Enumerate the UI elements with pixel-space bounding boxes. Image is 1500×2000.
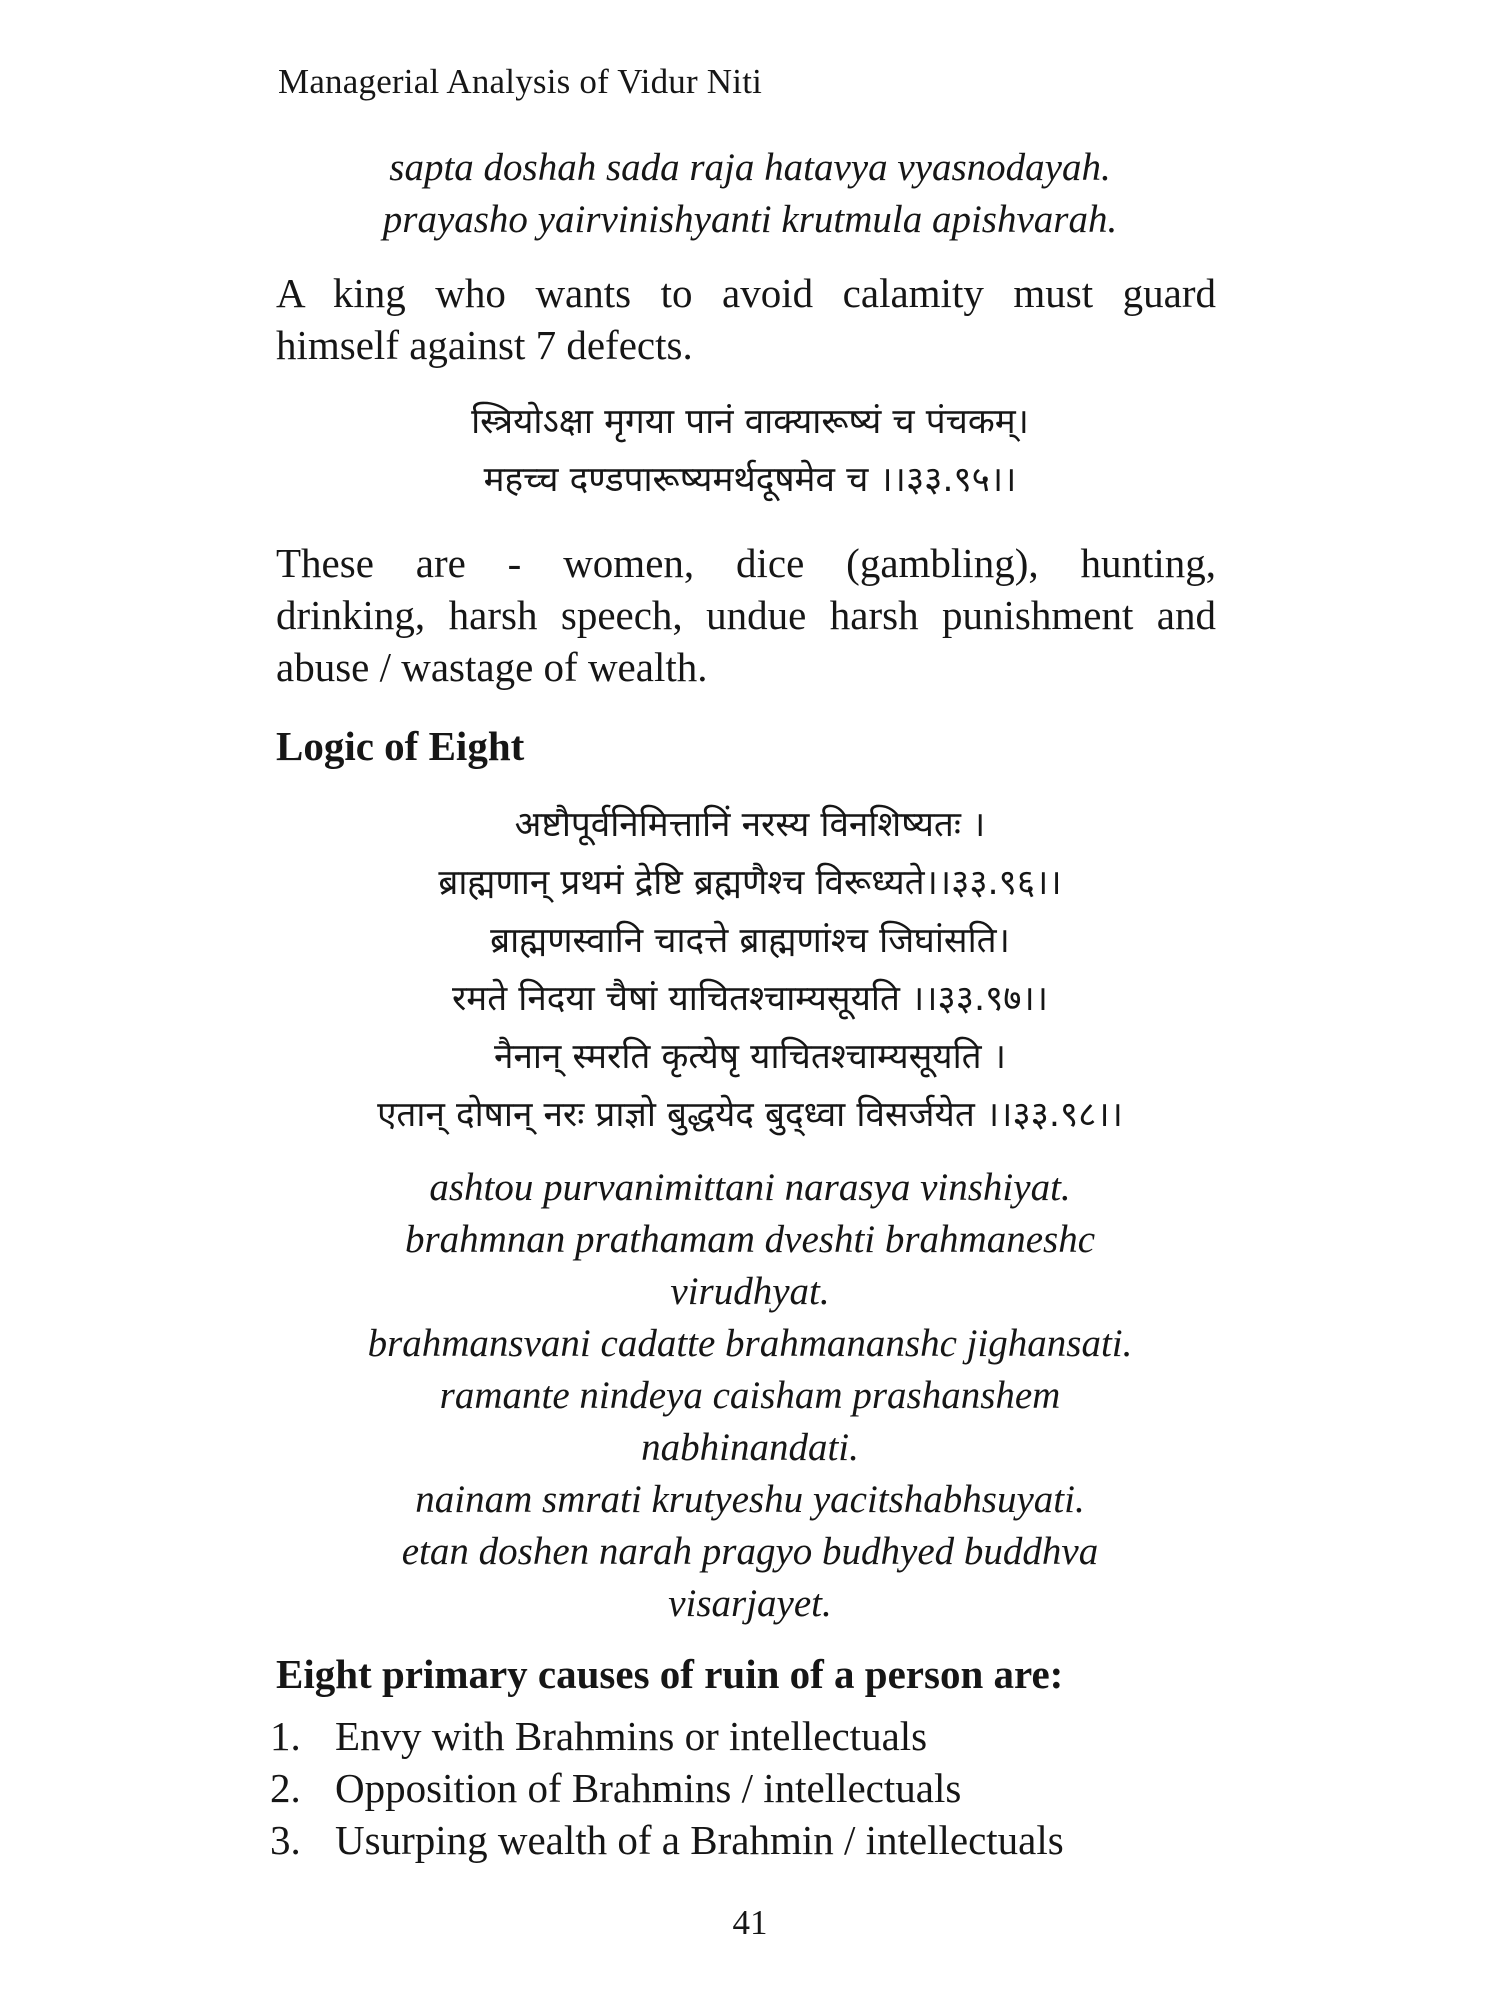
verse-line: ashtou purvanimittani narasya vinshiyat. [429, 1166, 1071, 1209]
verse-line: nainam smrati krutyeshu yacitshabhsuyati. [415, 1478, 1085, 1521]
verse-line: brahmansvani cadatte brahmananshc jighansati. [367, 1322, 1133, 1365]
paragraph-line: abuse / wastage of wealth. [276, 644, 708, 690]
paragraph-line: These are - women, dice (gambling), hunting, [276, 540, 1216, 586]
verse-line: virudhyat. [670, 1270, 830, 1313]
paragraph-line: A king who wants to avoid calamity must guard [276, 270, 1216, 316]
list-text: Usurping wealth of a Brahmin / intellectuals [335, 1817, 1064, 1863]
list-text: Opposition of Brahmins / intellectuals [335, 1765, 962, 1811]
paragraph-seven-defects [276, 267, 1216, 371]
causes-list [270, 1710, 1230, 1866]
list-item [270, 1710, 1230, 1762]
sanskrit-line: महच्च दण्डपारूष्यमर्थदूषमेव च ।।३३.९५।। [483, 460, 1017, 500]
verse-3-sanskrit [270, 796, 1230, 1144]
verse-3-transliteration [270, 1162, 1230, 1630]
sanskrit-line: रमते निदया चैषां याचितश्चाम्यसूयति ।।३३.९७।। [451, 979, 1049, 1019]
page-number: 41 [732, 1903, 768, 1942]
sanskrit-line: ब्राह्मणस्वानि चादत्ते ब्राह्मणांश्च जिघांसति। [490, 921, 1010, 961]
paragraph-defects-list [276, 537, 1216, 693]
sanskrit-line: एतान् दोषान् नरः प्राज्ञो बुद्धयेद बुद्ध्वा विसर्जयेत ।।३३.९८।। [377, 1095, 1123, 1135]
running-header: Managerial Analysis of Vidur Niti [278, 62, 763, 101]
sanskrit-line: ब्राह्मणान् प्रथमं द्रेष्टि ब्रह्मणैश्च विरूध्यते।।३३.९६।। [438, 863, 1062, 903]
verse-1-transliteration [270, 142, 1230, 246]
sanskrit-line: नैनान् स्मरति कृत्येषृ याचितश्चाम्यसूयति । [494, 1037, 1006, 1077]
verse-line: etan doshen narah pragyo budhyed buddhva [401, 1530, 1099, 1573]
list-heading: Eight primary causes of ruin of a person are: [276, 1651, 1064, 1697]
verse-line: ramante nindeya caisham prashanshem [439, 1374, 1061, 1417]
list-text: Envy with Brahmins or intellectuals [335, 1713, 928, 1759]
verse-line: visarjayet. [668, 1582, 832, 1625]
sanskrit-line: अष्टौपूर्वनिमित्तानिं नरस्य विनशिष्यतः । [514, 805, 986, 845]
verse-line: prayasho yairvinishyanti krutmula apishvarah. [382, 198, 1118, 241]
sanskrit-line: स्त्रियोऽक्षा मृगया पानं वाक्यारूष्यं च पंचकम्। [471, 402, 1029, 442]
verse-line: nabhinandati. [641, 1426, 859, 1469]
paragraph-line: drinking, harsh speech, undue harsh punishment and [276, 592, 1216, 638]
verse-line: brahmnan prathamam dveshti brahmaneshc [404, 1218, 1096, 1261]
list-item [270, 1814, 1230, 1866]
verse-2-sanskrit [270, 393, 1230, 509]
list-number: 3. [270, 1817, 301, 1863]
section-heading: Logic of Eight [276, 723, 525, 769]
list-number: 2. [270, 1765, 301, 1811]
list-number: 1. [270, 1713, 301, 1759]
paragraph-line: himself against 7 defects. [276, 322, 693, 368]
list-item [270, 1762, 1230, 1814]
verse-line: sapta doshah sada raja hatavya vyasnodayah. [389, 146, 1111, 189]
